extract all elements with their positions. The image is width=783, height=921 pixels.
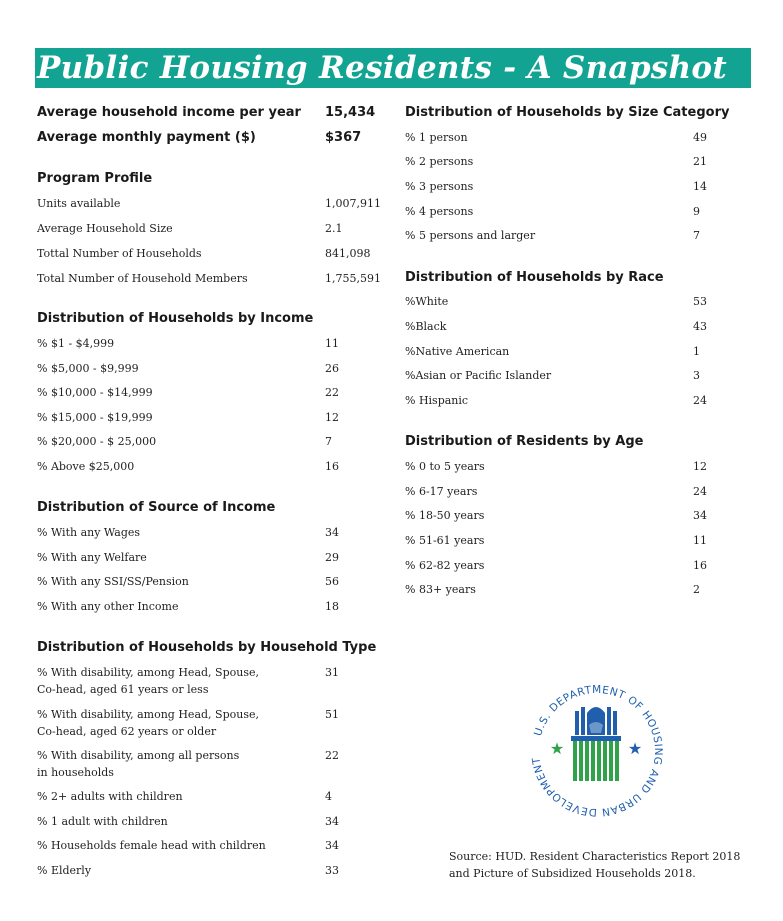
- row-value: 2: [693, 583, 700, 596]
- row-label: % 4 persons: [405, 205, 474, 218]
- row-label: % 1 person: [405, 131, 468, 144]
- row-value: 43: [693, 320, 707, 333]
- row-value: 29: [325, 551, 339, 564]
- row-label: % Households female head with children: [37, 839, 266, 852]
- row-label: % With disability, among Head, Spouse, Co-head, aged 61 years or less: [37, 666, 259, 696]
- row-label: % 62-82 years: [405, 559, 485, 572]
- row-value: 51: [325, 708, 339, 721]
- row-value: 12: [693, 460, 707, 473]
- row-value: 56: [325, 575, 339, 588]
- row-label: %Native American: [405, 345, 510, 358]
- hud-seal-icon: [527, 681, 667, 821]
- svg-text:★: ★: [549, 739, 565, 758]
- row-value: 2.1: [325, 222, 343, 235]
- row-value: 53: [693, 295, 707, 308]
- row-label: % $1 - $4,999: [37, 337, 115, 350]
- row-label: % 6-17 years: [405, 485, 478, 498]
- page-title: Public Housing Residents - A Snapshot: [37, 50, 727, 86]
- row-value: 33: [325, 864, 339, 877]
- title-banner: [35, 48, 751, 88]
- row-value: 18: [325, 600, 339, 613]
- payment-label: Average monthly payment ($): [37, 130, 256, 145]
- row-label: % With any other Income: [37, 600, 179, 613]
- row-label: % Above $25,000: [37, 460, 135, 473]
- row-label: % $5,000 - $9,999: [37, 362, 139, 375]
- age-heading: Distribution of Residents by Age: [405, 434, 644, 449]
- program-profile-heading: Program Profile: [37, 171, 153, 186]
- row-value: 34: [325, 839, 339, 852]
- row-label: % With any Welfare: [37, 551, 147, 564]
- race-heading: Distribution of Households by Race: [405, 270, 664, 285]
- row-value: 7: [693, 229, 700, 242]
- row-label: % 2 persons: [405, 155, 474, 168]
- row-value: 22: [325, 386, 339, 399]
- row-label: % Elderly: [37, 864, 92, 877]
- row-value: 21: [693, 155, 707, 168]
- row-label: %Asian or Pacific Islander: [405, 369, 552, 382]
- row-value: 1,007,911: [325, 197, 381, 210]
- source-of-income-heading: Distribution of Source of Income: [37, 500, 276, 515]
- row-value: 26: [325, 362, 339, 375]
- row-label: Total Number of Household Members: [37, 272, 248, 285]
- row-value: 9: [693, 205, 700, 218]
- row-label: % 3 persons: [405, 180, 474, 193]
- row-value: 11: [325, 337, 339, 350]
- row-label: % 0 to 5 years: [405, 460, 485, 473]
- row-value: 1,755,591: [325, 272, 381, 285]
- row-value: 31: [325, 666, 339, 679]
- row-label: % 5 persons and larger: [405, 229, 536, 242]
- income-distribution-heading: Distribution of Households by Income: [37, 311, 314, 326]
- row-value: 14: [693, 180, 707, 193]
- income-label: Average household income per year: [37, 105, 301, 120]
- income-value: 15,434: [325, 105, 376, 120]
- row-label: Average Household Size: [37, 222, 173, 235]
- row-label: % 1 adult with children: [37, 815, 168, 828]
- row-value: 7: [325, 435, 332, 448]
- svg-text:★: ★: [627, 739, 643, 758]
- source-note: Source: HUD. Resident Characteristics Report 2018 and Picture of Subsidized Households 2018.: [449, 850, 741, 880]
- household-type-heading: Distribution of Households by Household Type: [37, 640, 377, 655]
- row-value: 12: [325, 411, 339, 424]
- row-value: 3: [693, 369, 700, 382]
- row-value: 16: [693, 559, 707, 572]
- row-label: %White: [405, 295, 449, 308]
- row-value: 11: [693, 534, 707, 547]
- row-label: % With disability, among Head, Spouse, Co-head, aged 62 years or older: [37, 708, 259, 738]
- row-value: 49: [693, 131, 707, 144]
- row-value: 34: [325, 815, 339, 828]
- row-value: 34: [325, 526, 339, 539]
- row-label: %Black: [405, 320, 447, 333]
- row-value: 24: [693, 394, 707, 407]
- row-value: 24: [693, 485, 707, 498]
- row-label: % $20,000 - $ 25,000: [37, 435, 157, 448]
- payment-value: $367: [325, 130, 362, 145]
- row-value: 1: [693, 345, 700, 358]
- row-value: 34: [693, 509, 707, 522]
- row-value: 841,098: [325, 247, 371, 260]
- row-label: % With any SSI/SS/Pension: [37, 575, 189, 588]
- row-label: % 2+ adults with children: [37, 790, 183, 803]
- row-label: % With disability, among all persons in households: [37, 749, 240, 779]
- row-label: Tottal Number of Households: [37, 247, 202, 260]
- row-label: Units available: [37, 197, 121, 210]
- row-label: % $15,000 - $19,999: [37, 411, 153, 424]
- size-category-heading: Distribution of Households by Size Category: [405, 105, 730, 120]
- row-value: 16: [325, 460, 339, 473]
- row-label: % 83+ years: [405, 583, 476, 596]
- row-value: 4: [325, 790, 332, 803]
- row-label: % 51-61 years: [405, 534, 485, 547]
- row-label: % With any Wages: [37, 526, 141, 539]
- row-label: % Hispanic: [405, 394, 469, 407]
- seal-text: U.S. DEPARTMENT OF HOUSING AND URBAN DEVELOPMENT: [530, 683, 665, 819]
- row-label: % $10,000 - $14,999: [37, 386, 153, 399]
- row-label: % 18-50 years: [405, 509, 485, 522]
- row-value: 22: [325, 749, 339, 762]
